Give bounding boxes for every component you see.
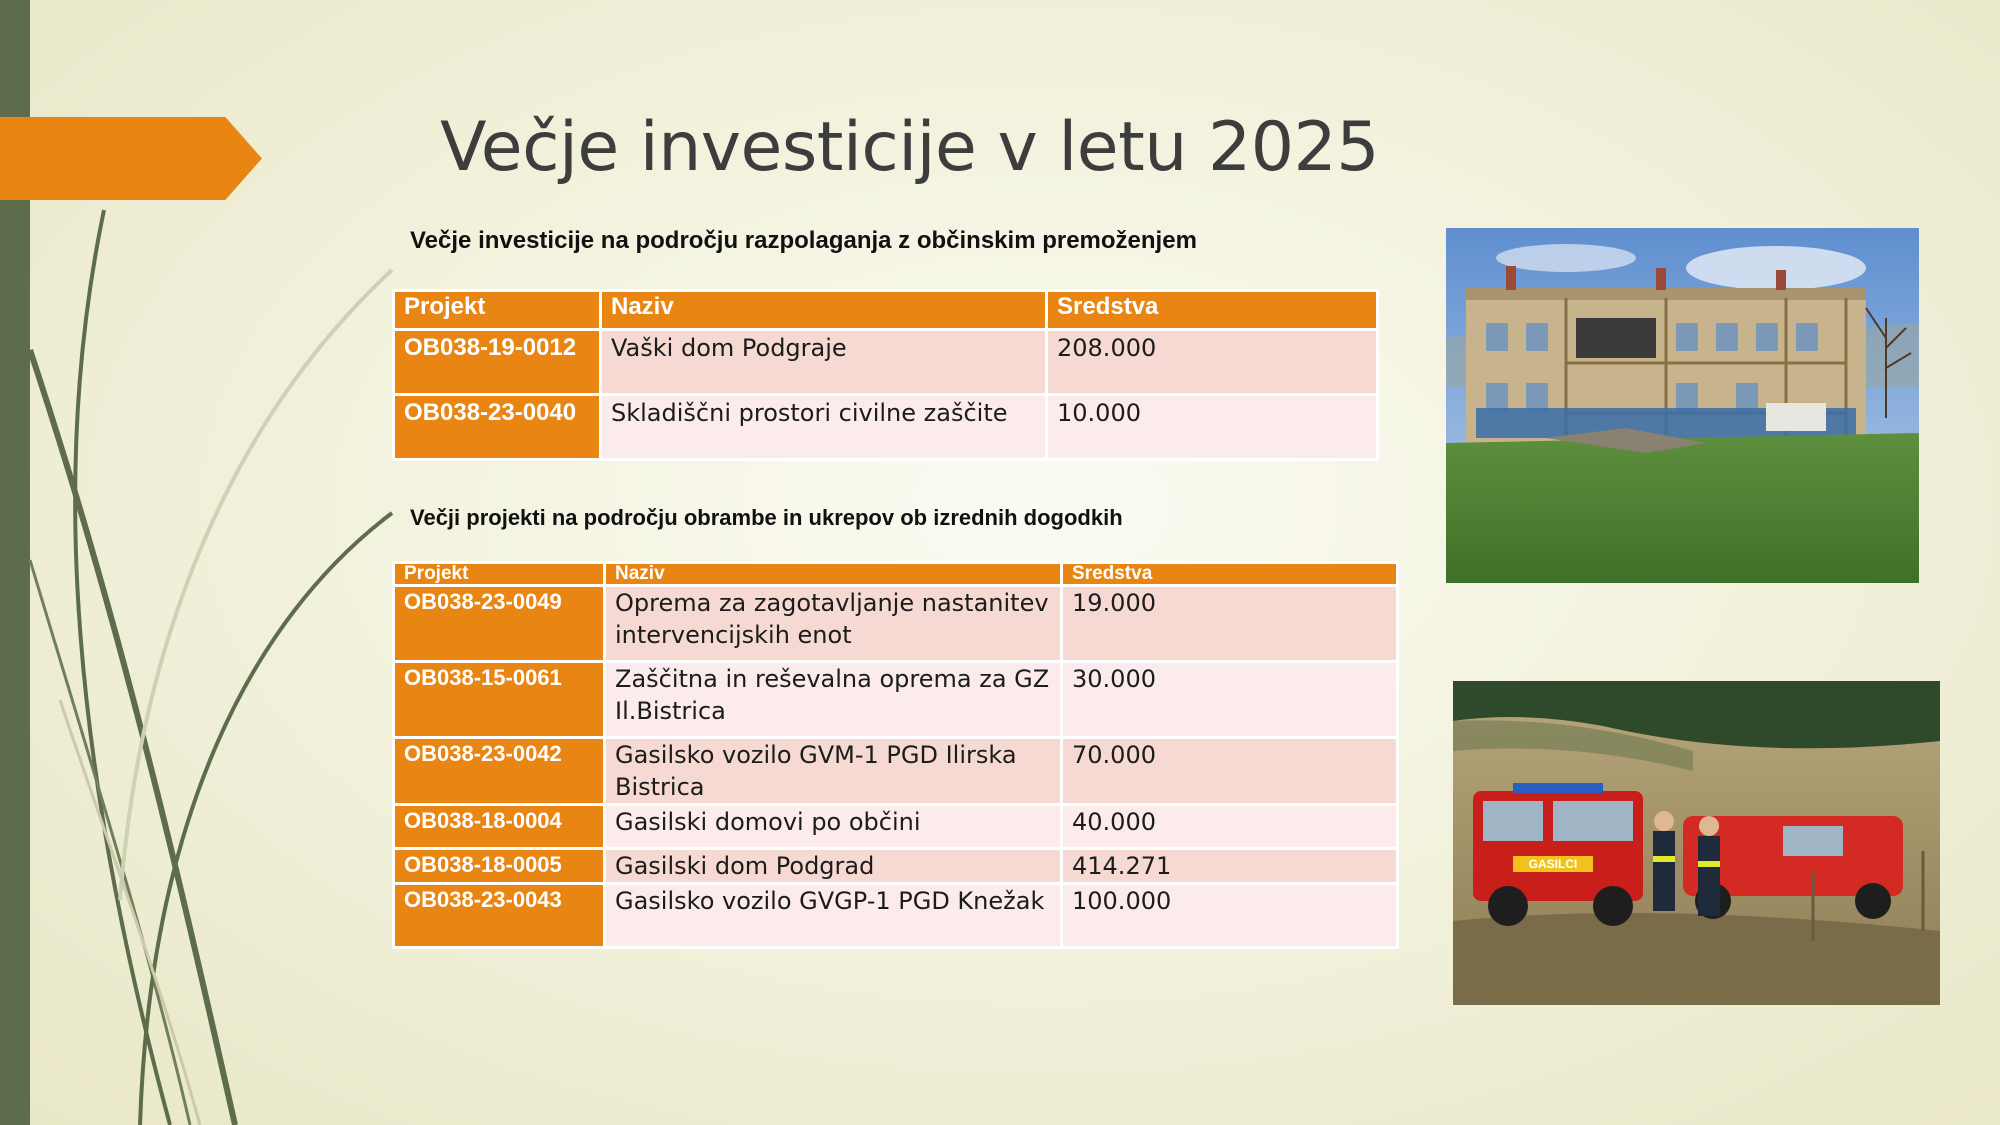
- project-amount: 30.000: [1062, 662, 1398, 738]
- table-row: [394, 805, 1398, 849]
- column-header-project: Projekt: [394, 563, 605, 586]
- photo-village-hall: [1446, 228, 1919, 583]
- project-amount: 40.000: [1062, 805, 1398, 849]
- truck-label: GASILCI: [1528, 857, 1578, 871]
- table-row: [394, 884, 1398, 948]
- project-amount: 414.271: [1062, 849, 1398, 884]
- table-row: [394, 738, 1398, 805]
- project-amount: 70.000: [1062, 738, 1398, 805]
- column-header-project: Projekt: [394, 291, 601, 330]
- project-code: OB038-18-0004: [394, 805, 605, 849]
- section1-heading: Večje investicije na področju razpolaganja z občinskim premoženjem: [410, 227, 1197, 254]
- project-name: Gasilski domovi po občini: [605, 805, 1062, 849]
- table-header-row: [394, 563, 1398, 586]
- slide-title: Večje investicije v letu 2025: [440, 108, 1379, 187]
- project-code: OB038-15-0061: [394, 662, 605, 738]
- project-name: Gasilsko vozilo GVGP-1 PGD Knežak: [605, 884, 1062, 948]
- column-header-amount: Sredstva: [1047, 291, 1378, 330]
- project-name: Zaščitna in reševalna oprema za GZ Il.Bistrica: [605, 662, 1062, 738]
- table-defense-projects: [392, 561, 1399, 949]
- project-code: OB038-23-0049: [394, 586, 605, 662]
- table-row: [394, 330, 1378, 395]
- table-header-row: [394, 291, 1378, 330]
- column-header-amount: Sredstva: [1062, 563, 1398, 586]
- project-amount: 10.000: [1047, 395, 1378, 460]
- section2-heading: Večji projekti na področju obrambe in ukrepov ob izrednih dogodkih: [410, 505, 1123, 530]
- table-row: [394, 662, 1398, 738]
- project-code: OB038-23-0042: [394, 738, 605, 805]
- orange-arrow-tab: [0, 117, 262, 200]
- project-name: Gasilski dom Podgrad: [605, 849, 1062, 884]
- table-investments: [392, 289, 1379, 461]
- table-row: [394, 395, 1378, 460]
- project-name: Skladiščni prostori civilne zaščite: [601, 395, 1047, 460]
- column-header-name: Naziv: [605, 563, 1062, 586]
- table-row: [394, 586, 1398, 662]
- project-code: OB038-19-0012: [394, 330, 601, 395]
- project-code: OB038-18-0005: [394, 849, 605, 884]
- column-header-name: Naziv: [601, 291, 1047, 330]
- project-amount: 100.000: [1062, 884, 1398, 948]
- photo-fire-trucks: [1453, 681, 1940, 1005]
- project-amount: 19.000: [1062, 586, 1398, 662]
- project-code: OB038-23-0043: [394, 884, 605, 948]
- project-name: Oprema za zagotavljanje nastanitev intervencijskih enot: [605, 586, 1062, 662]
- project-name: Vaški dom Podgraje: [601, 330, 1047, 395]
- project-amount: 208.000: [1047, 330, 1378, 395]
- table-row: [394, 849, 1398, 884]
- project-name: Gasilsko vozilo GVM-1 PGD Ilirska Bistrica: [605, 738, 1062, 805]
- project-code: OB038-23-0040: [394, 395, 601, 460]
